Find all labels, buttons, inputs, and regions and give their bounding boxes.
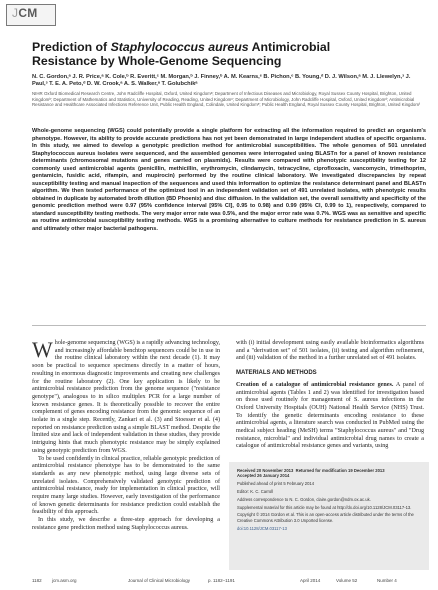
logo-name: CM [18,6,38,20]
affiliations: NIHR Oxford Biomedical Research Centre, John Radcliffe Hospital, Oxford, United Kingdomᵃ; Department of Infectious Diseases and Microbiology, Royal Sussex County Hospital, Brighton, United Kingdomᵇ; Department of Mathematics and Statistics, University of Reading, Reading, United Kingdomᶜ; Department of Microbiology, John Radcliffe Hospital, Oxford, United Kingdomᵈ; Antimicrobial Resistance and Healthcare Associated Infections Reference Unit, Public Health England, Colindale, United Kingdomᵉ; Public Health England, Royal Sussex County Hospital, Brighton, United Kingdomᶠ [32,91,421,108]
abstract: Whole-genome sequencing (WGS) could potentially provide a single platform for extracting all the information required to predict an organism's phenotype. However, its ability to provide accurate predictions has not yet been demonstrated in large independent studies of specific organisms. In this study, we aimed to develop a genotypic prediction method for antimicrobial susceptibilities. The whole genomes of 501 unrelated Staphylococcus aureus isolates were sequenced, and the assembled genomes were interrogated using BLASTn for a panel of known resistance determinants (chromosomal mutations and genes carried on plasmids). Results were compared with phenotypic susceptibility testing for 12 commonly used antimicrobial agents (penicillin, methicillin, erythromycin, clindamycin, tetracycline, ciprofloxacin, vancomycin, trimethoprim, gentamicin, fusidic acid, rifampin, and mupirocin) performed by the routine clinical laboratory. We investigated discrepancies by repeat susceptibility testing and manual inspection of the sequences and used this information to optimize the resistance determinant panel and BLASTn algorithm. We then tested performance of the optimized tool in an independent validation set of 491 unrelated isolates, with phenotypic results obtained in duplicate by automated broth dilution (BD Phoenix) and disc diffusion. In the validation set, the overall sensitivity and specificity of the genomic prediction method were 0.97 (95% confidence interval [95% CI], 0.95 to 0.98) and 0.99 (95% CI, 0.99 to 1), respectively, compared to standard susceptibility testing methods. The very major error rate was 0.5%, and the major error rate was 0.7%. WGS was as sensitive and specific as routine antimicrobial susceptibility testing methods. WGS is a promising alternative to culture methods for resistance prediction in S. aureus and ultimately other major bacterial pathogens. [32,128,426,232]
editor-line: Editor: K. C. Carroll [237,489,274,494]
body-column-left [32,337,220,533]
author-list: N. C. Gordon,ᵃ J. R. Price,ᵃ K. Cole,ᵇ R. Everitt,ᶜ M. Morgan,ᵇ J. Finney,ᵇ A. M. Kearns,ᵉ B. Pichon,ᵉ B. Young,ᵈ D. J. Wilson,ᵃ M. J. Llewelyn,ᶟ J. Paul,ᶟ T. E. A. Peto,ᵈ D. W. Crook,ᵃ A. S. Walker,ᵃ T. Golubchikᵃ [32,74,411,88]
title-species: Staphylococcus aureus [110,40,249,54]
title-after: Antimicrobial Resistance by Whole-Genome Sequencing [32,40,331,68]
history-dates [237,468,421,479]
section-divider [32,325,426,326]
supplemental-line[interactable]: Supplemental material for this article may be found at http://dx.doi.org/10.1128/JCM.03117-13. [237,504,412,510]
issue-number: Number 4 [377,578,397,583]
journal-logo-icon [6,4,58,28]
accepted-date: Accepted 26 January 2014 [237,473,290,479]
volume: Volume 52 [336,578,358,583]
copyright-line: Copyright © 2014 Gordon et al. This is an open-access article distributed under the terms of the Creative Commons Attribution 3.0 Unported license. [237,512,414,523]
drop-cap: W [32,337,53,362]
journal-name: Journal of Clinical Microbiology [128,578,191,583]
returned-date: Returned for modification 19 December 2013 [295,468,385,473]
methods-subheading: Creation of a catalogue of antimicrobial resistance genes. [236,381,394,388]
journal-site[interactable]: jcm.asm.org [52,578,77,583]
title-before: Prediction of [32,40,111,54]
body-column-right [236,340,424,451]
logo-prefix: J [12,6,19,20]
page-footer [32,578,432,586]
doi-link[interactable]: doi:10.1128/JCM.03117-13 [237,525,287,531]
intro-paragraph-3: In this study, we describe a three-step approach for developing a resistance gene prediction method using Staphylococcus aureus. [32,517,220,531]
published-date: Published ahead of print 5 February 2014 [237,481,315,487]
methods-paragraph-1 [236,382,424,451]
intro-text-1: hole-genome sequencing (WGS) is a rapidly advancing technology, and increasingly affordable benchtop sequencers could be in use in the routine clinical laboratory within the next decade (1). It may soon be practical to sequence specimens directly in a matter of hours, resulting in enormous diagnostic improvements and creating new challenges for the routine laboratory (2). One key application is likely to be antimicrobial resistance prediction from the genome sequence ("resistance genotype"), analogous to in silico multiplex PCR for a large number of known resistance genes. It is theoretically possible to recover the entire complement of genes encoding resistance from the genomic sequence of an isolate in a single step. Recently, Zankari et al. (3) and Stoesser et al. (4) reported on resistance prediction using a simple BLAST method. Despite the limited size and lack of independent validation in these studies, they provide intriguing hints that much phenotypic resistance may be simply explained using genotypic prediction from WGS. [32,340,220,454]
intro-paragraph-2: To be used confidently in clinical practice, reliable genotypic prediction of antimicrobial resistance phenotype has to be demonstrated to the same standards as any new phenotypic method, using large diverse sets of unrelated isolates. Comprehensively validated genotypic prediction of antimicrobial resistance, ready for implementation in clinical practice, will require many large studies. However, early investigation of the performance of known genetic determinants for resistance prediction could establish the feasibility of this approach. [32,455,220,516]
intro-paragraph-4: with (i) initial development using easily available bioinformatics algorithms and a "derivation set" of 501 isolates, (ii) testing and algorithm refinement, and (iii) validation of the method in a further unrelated set of 491 isolates. [236,340,424,362]
article-title [32,40,392,68]
intro-paragraph-1 [32,337,220,456]
section-heading-methods: MATERIALS AND METHODS [236,370,317,377]
received-date: Received 20 November 2013 [237,468,294,473]
page-number: 1182 [32,578,42,583]
methods-text-1: A panel of antimicrobial agents (Tables 1 and 2) was identified for investigation based on those used routinely for management of S. aureus infections in the Oxford University Hospitals (OUH) National Health Service (NHS) Trust. To identify the genetic determinants encoding resistance to these antimicrobial agents, a literature search was conducted in PubMed using the medical subject heading (MeSH) terms "Staphylococcus aureus" and "Drug resistance, microbial" and individual antimicrobial drug names to create a catalogue of antimicrobial resistance genes and variants, using [236,381,424,450]
page-range: p. 1182–1191 [208,578,235,583]
issue-date: April 2014 [300,578,321,583]
correspondence-line[interactable]: Address correspondence to N. C. Gordon, claire.gordon@ndm.ox.ac.uk. [237,496,371,502]
article-info-box [229,462,429,570]
